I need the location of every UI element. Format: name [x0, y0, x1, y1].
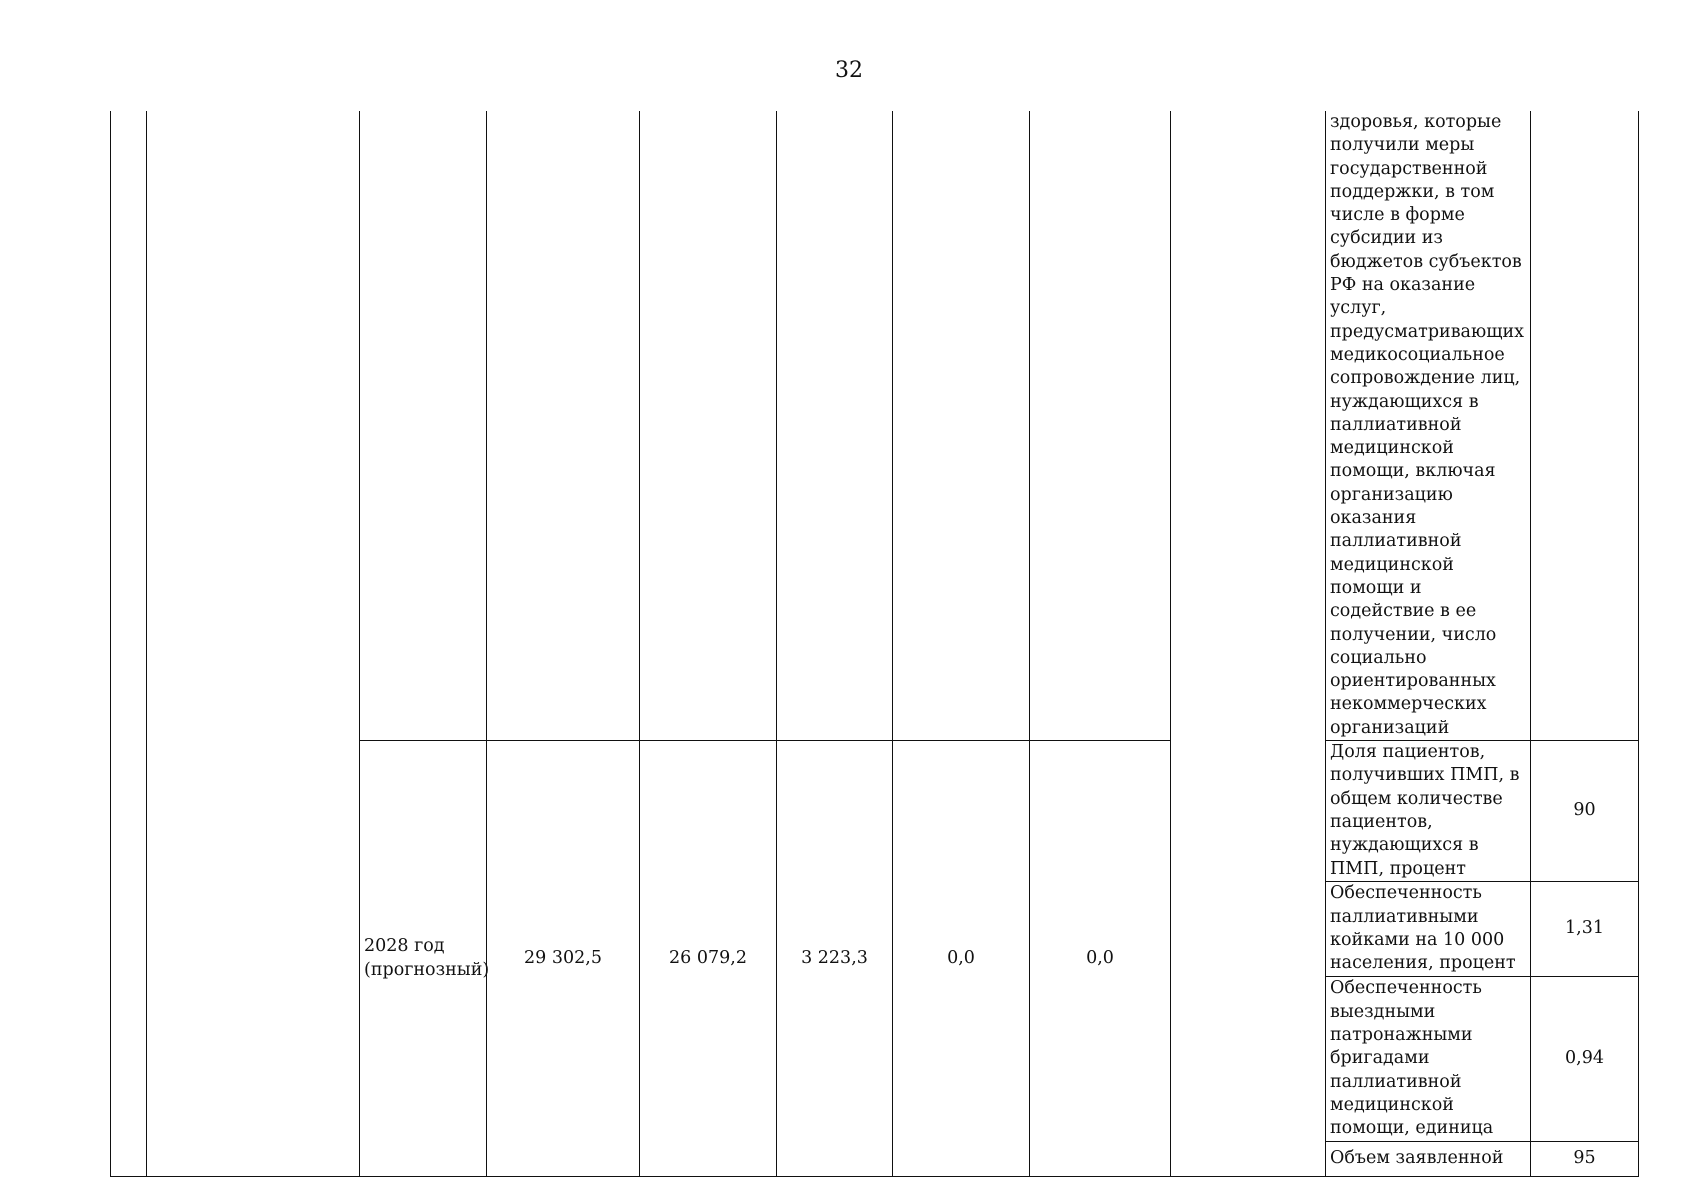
indicator-value	[1531, 111, 1639, 741]
period-cell	[360, 741, 490, 1177]
indicator-value: 0,94	[1531, 977, 1639, 1142]
indicator-text: Обеспеченность паллиативными койками на 10 000 населения, процент	[1326, 882, 1531, 977]
executor-cell	[1171, 111, 1326, 1177]
measure-name-cell	[147, 111, 360, 1177]
period-cell-prev	[360, 111, 487, 741]
period-note: (прогнозный)	[364, 959, 490, 980]
amount-other-cell: 0,0	[1030, 741, 1171, 1177]
amount-local-cell-prev	[893, 111, 1030, 741]
indicator-text: здоровья, которые получили меры государственной поддержки, в том числе в форме субсидии из бюджетов субъектов РФ на оказание услуг, предусматривающих медикосоциальное сопровождение лиц, нуждающихся в паллиативной медицинской помощи, включая организацию оказания паллиативной медицинской помощи и содействие в ее получении, число социально ориентированных некоммерческих организаций	[1326, 111, 1531, 741]
amount-regional-cell: 3 223,3	[777, 741, 893, 1177]
amount-total-cell: 29 302,5	[487, 741, 640, 1177]
amount-local-cell: 0,0	[893, 741, 1030, 1177]
amount-total-cell-prev	[487, 111, 640, 741]
period-year: 2028 год	[364, 936, 445, 957]
indicator-text: Доля пациентов, получивших ПМП, в общем количестве пациентов, нуждающихся в ПМП, процент	[1326, 741, 1531, 882]
table-row	[111, 111, 1639, 741]
amount-federal-cell-prev	[640, 111, 777, 741]
indicator-value: 95	[1531, 1142, 1639, 1177]
indicator-value: 90	[1531, 741, 1639, 882]
indicator-text: Объем заявленной	[1326, 1142, 1531, 1177]
page-number: 32	[835, 58, 863, 83]
amount-federal-cell: 26 079,2	[640, 741, 777, 1177]
number-cell	[111, 111, 147, 1177]
amount-other-cell-prev	[1030, 111, 1171, 741]
indicator-value: 1,31	[1531, 882, 1639, 977]
amount-regional-cell-prev	[777, 111, 893, 741]
indicator-text: Обеспеченность выездными патронажными бригадами паллиативной медицинской помощи, единица	[1326, 977, 1531, 1142]
program-funding-table	[110, 111, 1639, 1177]
